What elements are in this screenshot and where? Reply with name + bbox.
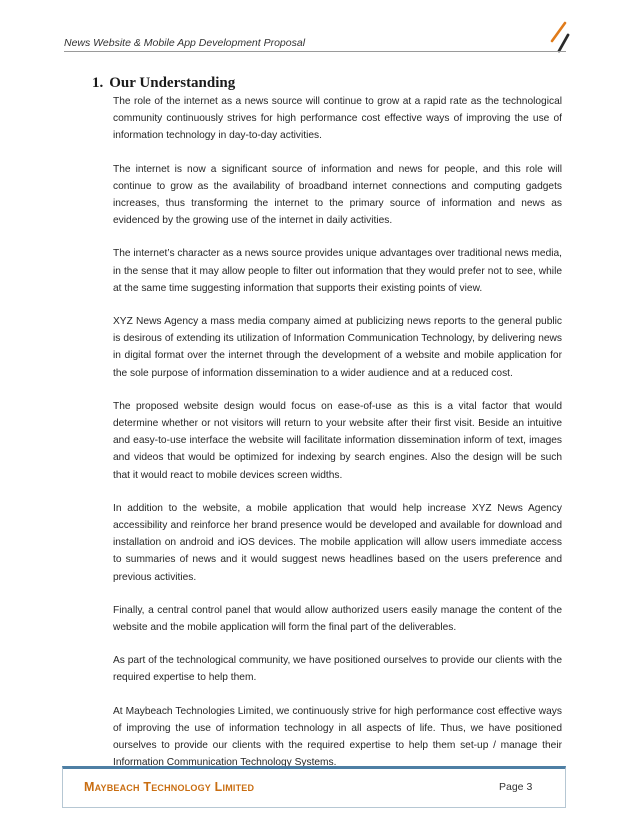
section-body [113,93,562,788]
section-number: 1. [92,75,104,91]
paragraph: The role of the internet as a news source will continue to grow at a rapid rate as the technological community continuously strives for high performance cost effective ways of improving the use of information technology in day-to-day activities. [113,96,562,142]
document-header-title: News Website & Mobile App Development Proposal [64,37,306,49]
paragraph: Finally, a central control panel that would allow authorized users easily manage the content of the website and the mobile application will form the final part of the deliverables. [113,604,562,634]
paragraph: In addition to the website, a mobile application that would help increase XYZ News Agency accessibility and reinforce her brand presence would be developed and available for download and installation on android and iOS devices. The mobile application will allow users immediate access to summaries of news and it would suggest news headlines based on the users preference and previous activities. [113,502,562,583]
paragraph: The internet is now a significant source of information and news for people, and this role will continue to grow as the availability of broadband internet connections and computing gadgets increases, thus transforming the internet to the primary source of information and news as evidenced by the growing use of the internet in daily activities. [113,163,562,227]
paragraph: XYZ News Agency a mass media company aimed at publicizing news reports to the general public is desirous of extending its utilization of Information Communication Technology, by delivering news in digital format over the internet through the development of a website and mobile application for the sole purpose of information dissemination to a wider audience and at a reduced cost. [113,316,562,379]
footer-company-name: Maybeach Technology Limited [84,780,255,794]
paragraph: As part of the technological community, we have positioned ourselves to provide our clients with the required expertise to help them. [113,655,562,684]
paragraph: The proposed website design would focus on ease-of-use as this is a vital factor that would determine whether or not visitors will return to your website after their first visit. Beside an intuitive and easy-to-use interface the website will facilitate information dissemination inform of text, images and videos that would be optimized for indexing by search engines. Also the design will be such that it would react to mobile devices screen widths. [113,400,562,481]
header-divider [64,51,566,52]
paragraph: The internet’s character as a news source provides unique advantages over traditional news media, in the sense that it may allow people to filter out information that they would prefer not to see, while at the same time suggesting information that supports their existing points of view. [113,248,562,294]
section-title: Our Understanding [109,75,236,91]
section-heading [92,75,235,92]
paragraph: At Maybeach Technologies Limited, we continuously strive for high performance cost effective ways of improving the use of information technology in all aspects of life. Thus, we have positioned ourselves to provide our clients with the required expertise to help them set-up / manage their Information Communication Technology Systems. [113,705,562,769]
page-number: Page 3 [499,781,533,793]
slash-logo-icon [548,21,570,55]
